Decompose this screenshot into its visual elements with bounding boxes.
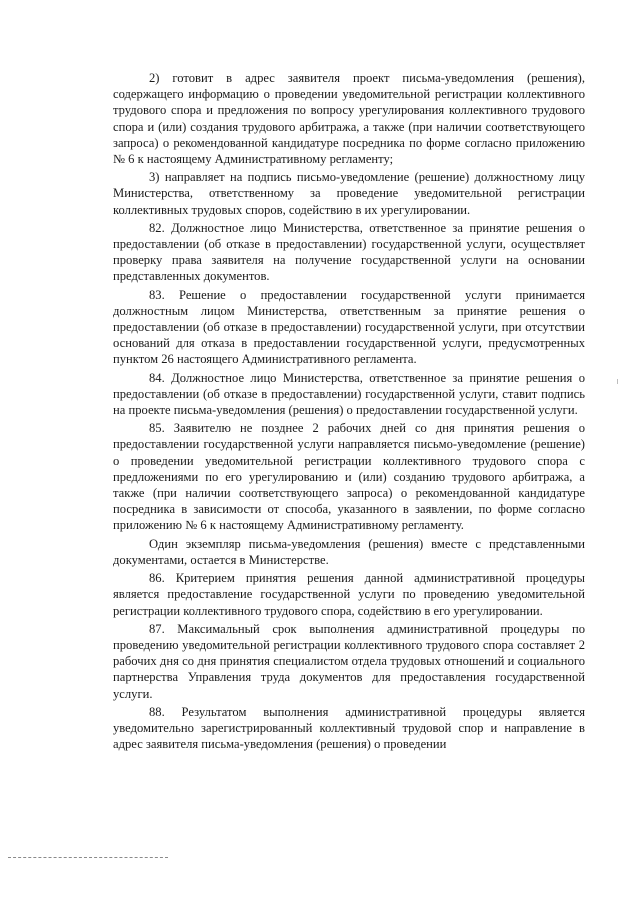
paragraph-87: 87. Максимальный срок выполнения административной процедуры по проведению уведомительной регистрации коллективного трудового спора составляет 2 рабочих дня со дня принятия специалистом отдела трудовых отношений и социального партнерства Управления труда документов для предоставления государственной услуги.	[113, 621, 585, 701]
paragraph-86: 86. Критерием принятия решения данной административной процедуры является предоставление государственной услуги по проведению уведомительной регистрации коллективного трудового спора, содействию в его урегулировании.	[113, 571, 585, 618]
paragraph-85: 85. Заявителю не позднее 2 рабочих дней со дня принятия решения о предоставлении государственной услуги направляется письмо-уведомление (решение) о проведении уведомительной регистрации коллективного трудового спора с предложениями по его урегулированию и (или) созданию трудового арбитража, а также (при наличии соответствующего запроса) о рекомендованной кандидатуре посредника в зависимости от способа, указанного в заявлении, по форме согласно приложению № 6 к настоящему Административному регламенту.	[113, 421, 585, 533]
paragraph-84: 84. Должностное лицо Министерства, ответственное за принятие решения о предоставлении (об отказе в предоставлении) государственной услуги, ставит подпись на проекте письма-уведомления (решения) о предоставлении государственной услуги.	[113, 370, 585, 418]
footer-divider	[8, 857, 168, 858]
document-page	[113, 70, 585, 754]
paragraph-88: 88. Результатом выполнения административной процедуры является уведомительно зарегистрированный коллективный трудовой спор и направление в адрес заявителя письма-уведомления (решения) о проведении	[113, 704, 585, 752]
paragraph-82: 82. Должностное лицо Министерства, ответственное за принятие решения о предоставлении (об отказе в предоставлении) государственной услуги, осуществляет проверку права заявителя на получение государственной услуги на основании представленных документов.	[113, 220, 585, 284]
paragraph-item-3: 3) направляет на подпись письмо-уведомление (решение) должностному лицу Министерства, ответственному за проведение уведомительной регистрации коллективных трудовых споров, содействию в их урегулировании.	[113, 170, 585, 217]
paragraph-83: 83. Решение о предоставлении государственной услуги принимается должностным лицом Министерства, ответственным за принятие решения о предоставлении (об отказе в предоставлении) государственной услуги, при отсутствии оснований для отказа в предоставлении государственной услуги, предусмотренных пунктом 26 настоящего Административного регламента.	[113, 287, 585, 367]
margin-mark	[617, 379, 618, 384]
paragraph-item-2: 2) готовит в адрес заявителя проект письма-уведомления (решения), содержащего информацию о проведении уведомительной регистрации коллективного трудового спора и предложения по вопросу урегулирования коллективного трудового спора и (или) создания трудового арбитража, а также (при наличии соответствующего запроса) о рекомендованной кандидатуре посредника по форме согласно приложению № 6 к настоящему Административному регламенту;	[113, 71, 585, 167]
paragraph-85-copy-note: Один экземпляр письма-уведомления (решения) вместе с представленными документами, остается в Министерстве.	[113, 536, 585, 567]
